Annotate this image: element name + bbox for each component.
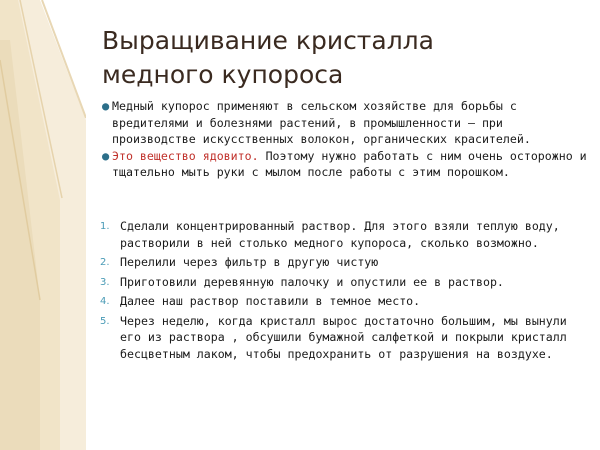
bullet-item-warning — [100, 148, 592, 181]
slide-content — [86, 0, 600, 450]
title-line-1: Выращивание кристалла — [102, 26, 434, 55]
bullet-item — [100, 98, 592, 148]
bullet-dot-icon: ● — [102, 148, 110, 163]
step-text: Через неделю, когда кристалл вырос достаточно большим, мы вынули его из раствора , обсушили бумажной салфеткой и покрыли кристалл бесцветным лаком, чтобы предохранить от разрушения на воздухе. — [120, 313, 567, 361]
decorative-diagonal-stripes — [0, 0, 86, 450]
step-number: 4. — [100, 296, 110, 307]
step-number: 1. — [100, 221, 110, 232]
step-number: 5. — [100, 315, 110, 327]
step-item — [100, 218, 592, 251]
step-item — [100, 293, 592, 310]
bullet-text: Поэтому нужно работать с ним очень осторожно и тщательно мыть руки с мылом после работы с этим порошком. — [112, 148, 587, 179]
step-item — [100, 254, 592, 271]
slide-title — [102, 24, 582, 92]
bullet-text: Медный купорос применяют в сельском хозяйстве для борьбы с вредителями и болезнями растений, в промышленности – при производстве искусственных волокон, органических красителей. — [112, 99, 531, 146]
title-line-2: медного купороса — [102, 60, 344, 89]
step-number: 3. — [100, 276, 110, 288]
step-item — [100, 313, 592, 363]
steps-list — [100, 218, 592, 365]
warning-text: Это вещество ядовито. — [112, 148, 259, 163]
step-text: Приготовили деревянную палочку и опустили ее в раствор. — [120, 274, 504, 289]
step-number: 2. — [100, 257, 110, 268]
bullet-list — [100, 98, 592, 181]
decorative-left-band — [0, 0, 86, 450]
step-text: Перелили через фильтр в другую чистую — [120, 255, 379, 269]
step-text: Далее наш раствор поставили в темное место. — [120, 294, 421, 308]
bullet-dot-icon: ● — [102, 99, 110, 113]
step-text: Сделали концентрированный раствор. Для этого взяли теплую воду, растворили в ней столько медного купороса, сколько возможно. — [120, 219, 560, 250]
step-item — [100, 274, 592, 291]
